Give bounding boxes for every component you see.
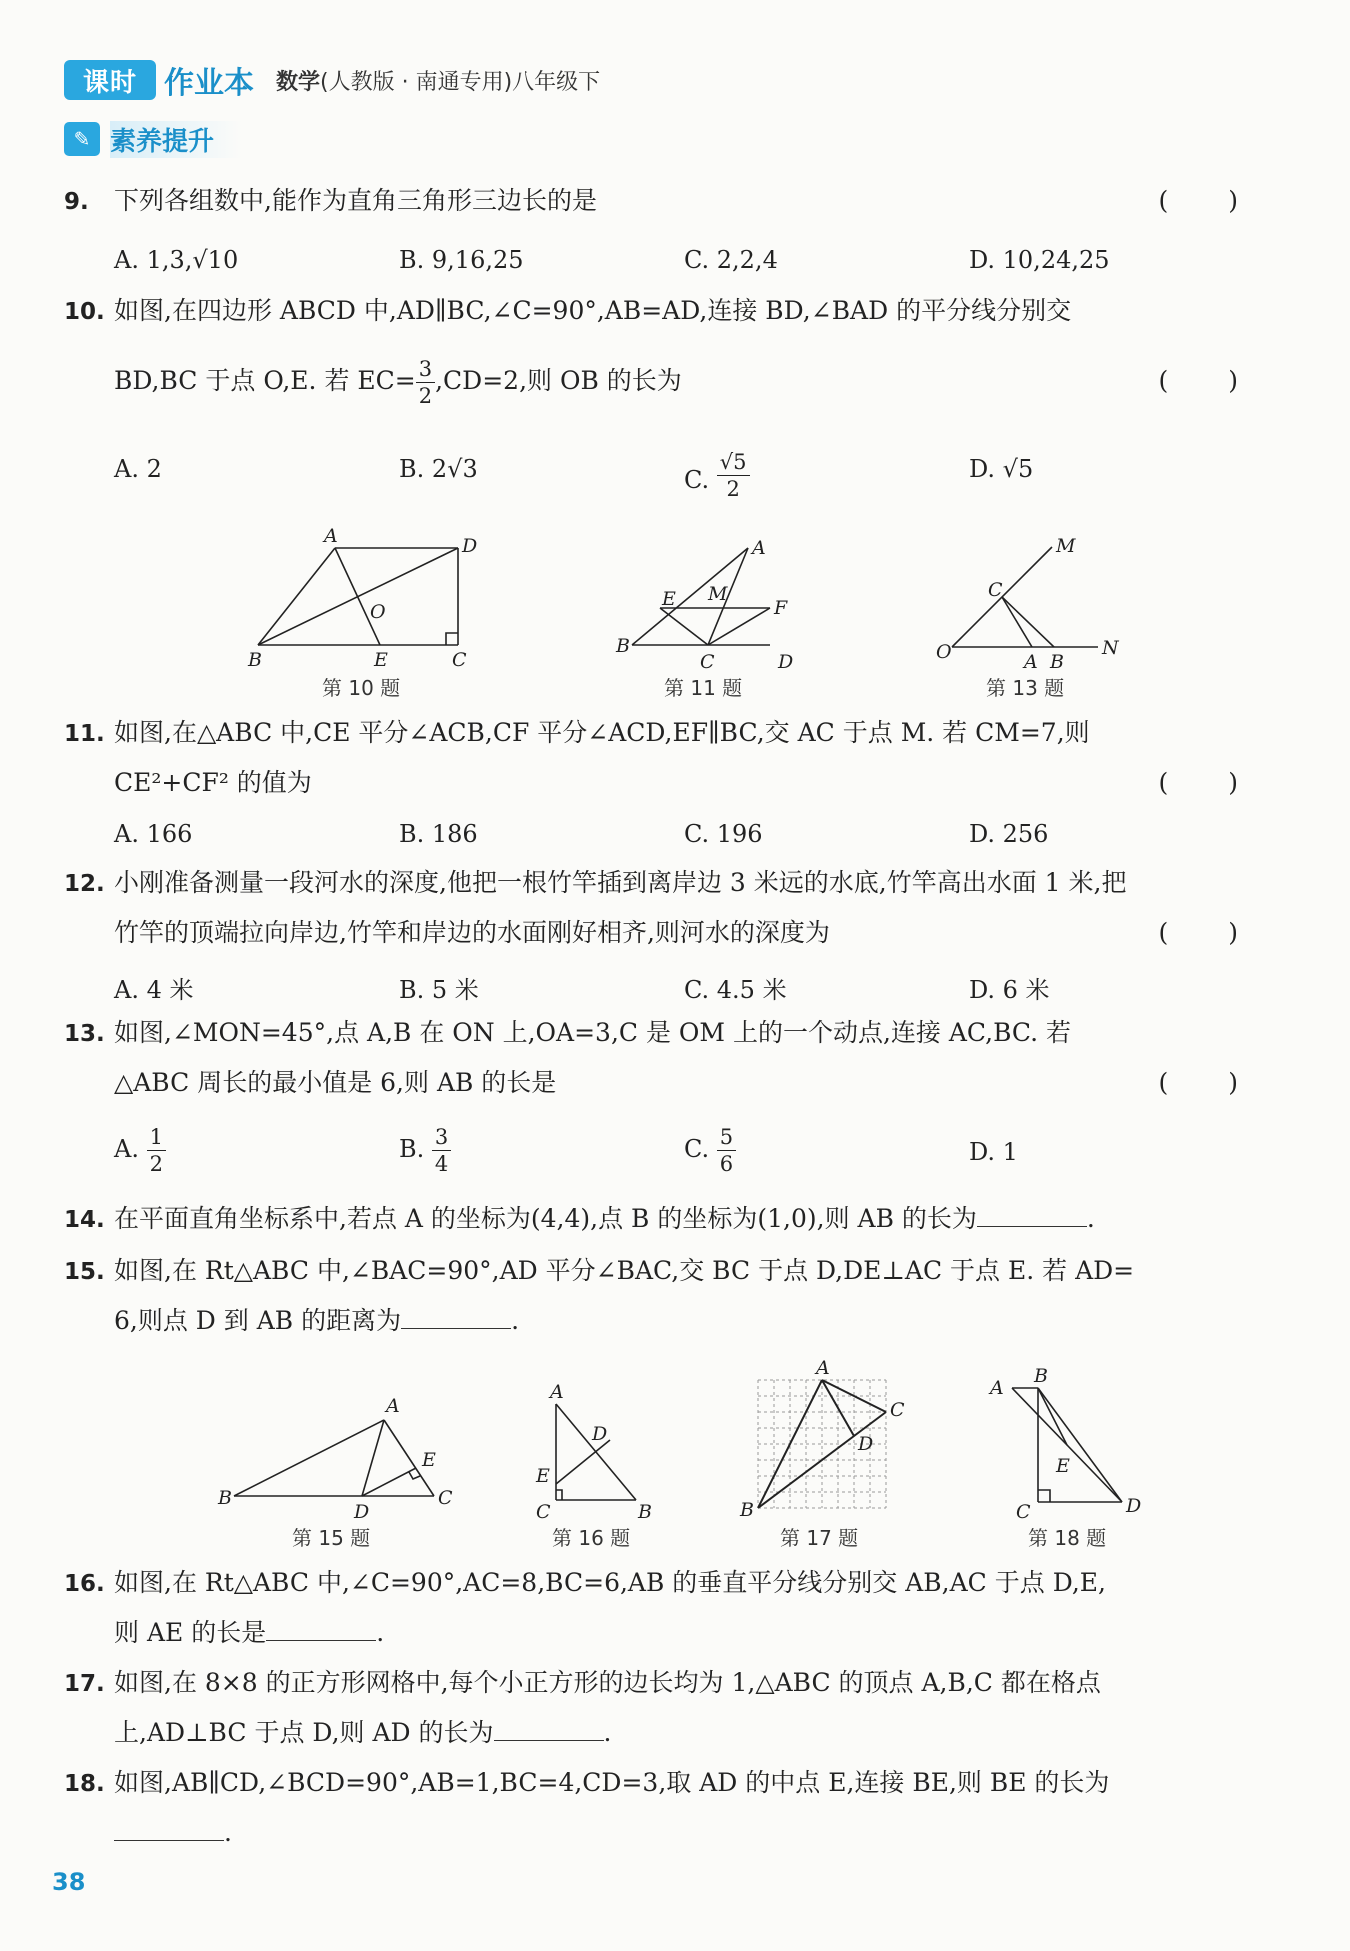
svg-text:C: C [700,651,715,670]
svg-text:B: B [740,1499,754,1520]
svg-text:E: E [1056,1455,1070,1477]
question-14: 14. 在平面直角坐标系中,若点 A 的坐标为(4,4),点 B 的坐标为(1,0),则 AB 的长为 . [64,1194,1264,1245]
pencil-icon: ✎ [64,122,100,156]
option-b: B. 5 米 [399,976,479,1004]
svg-text:C: C [890,1399,905,1421]
options-11 [114,820,1264,848]
question-text: △ABC 周长的最小值是 6,则 AB 的长是 [114,1068,557,1097]
svg-text:C: C [1016,1501,1031,1522]
question-15 [64,1246,1264,1297]
question-18 [64,1758,1264,1809]
caption-17: 第 17 题 [780,1526,859,1550]
section-heading [64,118,242,160]
question-10-line2 [64,356,1264,409]
question-15-line2: 6,则点 D 到 AB 的距离为 . [114,1306,520,1335]
caption-13: 第 13 题 [986,676,1065,700]
question-text: 下列各组数中,能作为直角三角形三边长的是 [114,186,597,215]
option-c: C. $\frac{√5}{2}$ [684,455,969,508]
question-16-line2: 则 AE 的长是 . [114,1618,385,1647]
question-text: 则 AE 的长是 [114,1618,267,1647]
svg-text:O: O [936,641,952,663]
svg-text:A: A [386,1395,400,1417]
question-number: 13. [64,1021,105,1047]
logo: 课时 [64,60,156,100]
question-11-line2 [64,758,1264,808]
question-number: 14. [64,1207,105,1233]
question-number: 10. [64,299,105,325]
svg-text:E: E [536,1465,550,1487]
svg-text:C: C [438,1487,453,1509]
answer-bracket: ( ) [1158,186,1264,215]
question-number: 15. [64,1259,105,1285]
answer-bracket: ( ) [1158,366,1264,395]
question-text: CE²+CF² 的值为 [114,768,312,797]
svg-text:B: B [638,1501,652,1522]
svg-text:A: A [1024,651,1038,670]
answer-blank[interactable] [114,1820,224,1841]
svg-text:D: D [354,1501,370,1518]
option-c: C. 196 [684,820,763,848]
option-a: A. 2 [114,455,162,483]
svg-text:D: D [858,1433,874,1455]
option-d: D. 6 米 [969,976,1050,1004]
svg-text:A: A [990,1377,1004,1399]
question-17 [64,1658,1264,1709]
svg-text:A: A [324,525,338,547]
question-text: 如图,在四边形 ABCD 中,AD∥BC,∠C=90°,AB=AD,连接 BD,∠BAD 的平分线分别交 [114,296,1072,325]
question-text: 6,则点 D 到 AB 的距离为 [114,1306,402,1335]
question-number: 16. [64,1571,105,1597]
option-d: D. 10,24,25 [969,246,1110,274]
question-text: 如图,在 8×8 的正方形网格中,每个小正方形的边长均为 1,△ABC 的顶点 A,B,C 都在格点 [114,1668,1101,1697]
option-d: D. √5 [969,455,1034,483]
section-title: 素养提升 [110,121,242,158]
option-a: A. 1,3,√10 [114,246,239,274]
question-10 [64,286,1264,337]
subject-line: 数学(人教版 · 南通专用)八年级下 [276,69,601,95]
answer-blank[interactable] [266,1620,376,1641]
question-13 [64,1008,1264,1059]
question-12-line2 [64,908,1264,958]
answer-bracket: ( ) [1158,918,1264,947]
fraction: $\frac{3}{2}$ [416,356,435,409]
svg-text:C: C [536,1501,551,1522]
svg-text:M: M [1056,535,1076,557]
svg-text:B: B [218,1487,232,1509]
question-text: 如图,∠MON=45°,点 A,B 在 ON 上,OA=3,C 是 OM 上的一个动点,连接 AC,BC. 若 [114,1018,1072,1047]
svg-text:D: D [462,535,478,557]
svg-text:B: B [248,649,262,670]
question-text: 如图,在 Rt△ABC 中,∠C=90°,AC=8,BC=6,AB 的垂直平分线分别交 AB,AC 于点 D,E, [114,1568,1106,1597]
svg-text:D: D [1126,1495,1142,1517]
svg-text:E: E [422,1449,436,1471]
question-text: 如图,在 Rt△ABC 中,∠BAC=90°,AD 平分∠BAC,交 BC 于点 D,DE⊥AC 于点 E. 若 AD= [114,1256,1135,1285]
figure-17 [736,1360,916,1520]
question-number: 17. [64,1671,105,1697]
option-a: A. 166 [114,820,193,848]
answer-blank[interactable] [977,1206,1087,1227]
question-text: BD,BC 于点 O,E. 若 EC= [114,366,416,395]
option-d: D. 1 [969,1138,1018,1166]
page-number: 38 [52,1868,86,1896]
option-b: B. 9,16,25 [399,246,524,274]
question-number: 11. [64,721,105,747]
svg-text:C: C [452,649,467,670]
caption-18: 第 18 题 [1028,1526,1107,1550]
svg-text:B: B [1034,1365,1048,1387]
figure-16 [530,1382,660,1522]
question-text: ,CD=2,则 OB 的长为 [435,366,682,395]
svg-text:A: A [752,537,766,559]
answer-bracket: ( ) [1158,768,1264,797]
options-13 [114,1124,1264,1177]
options-12 [114,970,1264,1005]
caption-16: 第 16 题 [552,1526,631,1550]
question-11 [64,708,1264,759]
option-c: C. 4.5 米 [684,976,787,1004]
question-number: 9. [64,189,89,215]
option-c: C. 2,2,4 [684,246,778,274]
svg-text:M: M [708,583,728,605]
svg-text:N: N [1102,637,1119,659]
option-b: B. $\frac{3}{4}$ [399,1124,684,1177]
question-text: 在平面直角坐标系中,若点 A 的坐标为(4,4),点 B 的坐标为(1,0),则 AB 的长为 [114,1204,977,1233]
answer-blank[interactable] [401,1308,511,1329]
svg-text:A: A [550,1382,564,1403]
question-18-line2: . [64,1808,1264,1858]
question-12 [64,858,1264,909]
option-b: B. 186 [399,820,478,848]
options-10 [114,450,1264,508]
caption-10: 第 10 题 [322,676,401,700]
question-9 [64,176,1264,227]
brand-title: 作业本 [164,66,254,101]
svg-text:D: D [592,1423,608,1445]
svg-text:B: B [1050,651,1064,670]
question-text: 上,AD⊥BC 于点 D,则 AD 的长为 [114,1718,494,1747]
svg-text:E: E [374,649,388,670]
svg-text:O: O [370,601,386,623]
option-d: D. 256 [969,820,1049,848]
question-17-line2: 上,AD⊥BC 于点 D,则 AD 的长为 . [114,1718,612,1747]
option-c: C. $\frac{5}{6}$ [684,1124,969,1177]
option-a: A. 4 米 [114,976,194,1004]
question-16 [64,1558,1264,1609]
question-text: 竹竿的顶端拉向岸边,竹竿和岸边的水面刚好相齐,则河水的深度为 [114,918,830,947]
question-number: 18. [64,1771,105,1797]
svg-text:F: F [774,597,788,619]
options-9 [114,246,1264,274]
option-a: A. $\frac{1}{2}$ [114,1124,399,1177]
figure-18 [984,1362,1164,1522]
figure-11 [612,530,812,670]
question-13-line2 [64,1058,1264,1108]
answer-bracket: ( ) [1158,1068,1264,1097]
svg-text:C: C [988,579,1003,601]
caption-11: 第 11 题 [664,676,743,700]
figure-13 [930,530,1130,670]
svg-text:D: D [778,651,794,670]
question-text: 如图,在△ABC 中,CE 平分∠ACB,CF 平分∠ACD,EF∥BC,交 AC 于点 M. 若 CM=7,则 [114,718,1090,747]
figure-10 [240,520,500,670]
question-text: 如图,AB∥CD,∠BCD=90°,AB=1,BC=4,CD=3,取 AD 的中点 E,连接 BE,则 BE 的长为 [114,1768,1110,1797]
question-number: 12. [64,871,105,897]
answer-blank[interactable] [494,1720,604,1741]
question-text: 小刚准备测量一段河水的深度,他把一根竹竿插到离岸边 3 米远的水底,竹竿高出水面 1 米,把 [114,868,1127,897]
svg-text:A: A [816,1360,830,1379]
page-header [64,56,600,104]
svg-text:E: E [662,588,676,610]
option-b: B. 2√3 [399,455,478,483]
caption-15: 第 15 题 [292,1526,371,1550]
svg-text:B: B [616,635,630,657]
figure-15 [212,1388,462,1518]
